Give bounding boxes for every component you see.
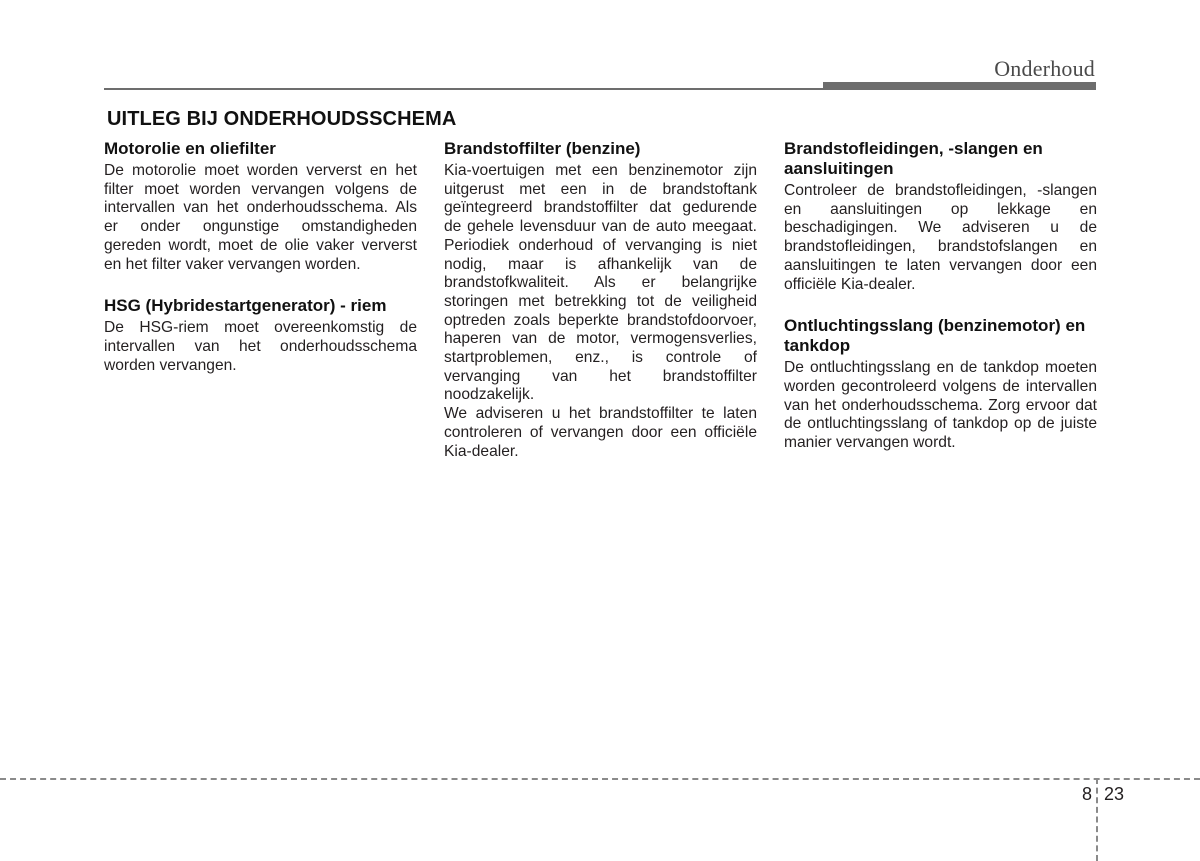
- block-text-advice: We adviseren u het brandstoffilter te laten controleren of vervangen door een officiële Kia-dealer.: [444, 405, 757, 460]
- block-title: Ontluchtingsslang (benzinemotor) en tankdop: [784, 316, 1086, 356]
- block-text: Kia-voertuigen met een benzinemotor zijn uitgerust met een in de brandstoftank geïntegreerd brandstoffilter dat gedurende de gehele levensduur van de auto meegaat. Periodiek onderhoud of vervanging is niet nodig, maar is afhankelijk van de brandstofkwaliteit. Als er belangrijke storingen met betrekking tot de veiligheid optreden zoals beperkte brandstofdoorvoer, haperen van de motor, vermogensverlies, startproblemen, enz., is controle of vervanging van het brandstoffilter noodzakelijk.: [444, 162, 757, 404]
- block-title: Motorolie en oliefilter: [104, 139, 276, 158]
- column-1: [104, 139, 417, 397]
- block-title: HSG (Hybridestartgenerator) - riem: [104, 296, 387, 316]
- block-title: Brandstofleidingen, -slangen en aansluitingen: [784, 139, 1043, 178]
- block-fuel-filter: [444, 139, 757, 461]
- block-text: De HSG-riem moet overeenkomstig de intervallen van het onderhoudsschema worden vervangen.: [104, 319, 417, 374]
- section-heading: UITLEG BIJ ONDERHOUDSSCHEMA: [107, 108, 457, 130]
- chapter-number: 8: [1081, 784, 1092, 804]
- footer-divider: [1096, 778, 1098, 861]
- block-text: Controleer de brandstofleidingen, -slangen en aansluitingen op lekkage en beschadigingen. We adviseren u de brandstofleidingen, brandstofslangen en aansluitingen te laten vervangen door een officiële Kia-dealer.: [784, 182, 1097, 293]
- column-2: [444, 139, 757, 483]
- column-3: [784, 139, 1097, 475]
- chapter-title: Onderhoud: [994, 56, 1095, 81]
- block-text: De ontluchtingsslang en de tankdop moeten worden gecontroleerd volgens de intervallen van het onderhoudsschema. Zorg ervoor dat de ontluchtingsslang of tankdop op de juiste manier vervangen wordt.: [784, 359, 1097, 452]
- block-fuel-lines: [784, 139, 1097, 294]
- header-rule-accent: [823, 82, 1096, 90]
- block-vent-hose: [784, 316, 1097, 453]
- block-hsg-belt: [104, 296, 417, 375]
- block-motor-oil: [104, 139, 417, 274]
- page-number: 23: [1104, 784, 1125, 804]
- block-text: De motorolie moet worden ververst en het filter moet worden vervangen volgens de intervallen van het onderhoudsschema. Als er onder ongunstige omstandigheden gereden wordt, moet de olie vaker ververst en het filter vaker vervangen worden.: [104, 162, 417, 273]
- block-title: Brandstoffilter (benzine): [444, 139, 641, 158]
- footer-rule: [0, 778, 1200, 780]
